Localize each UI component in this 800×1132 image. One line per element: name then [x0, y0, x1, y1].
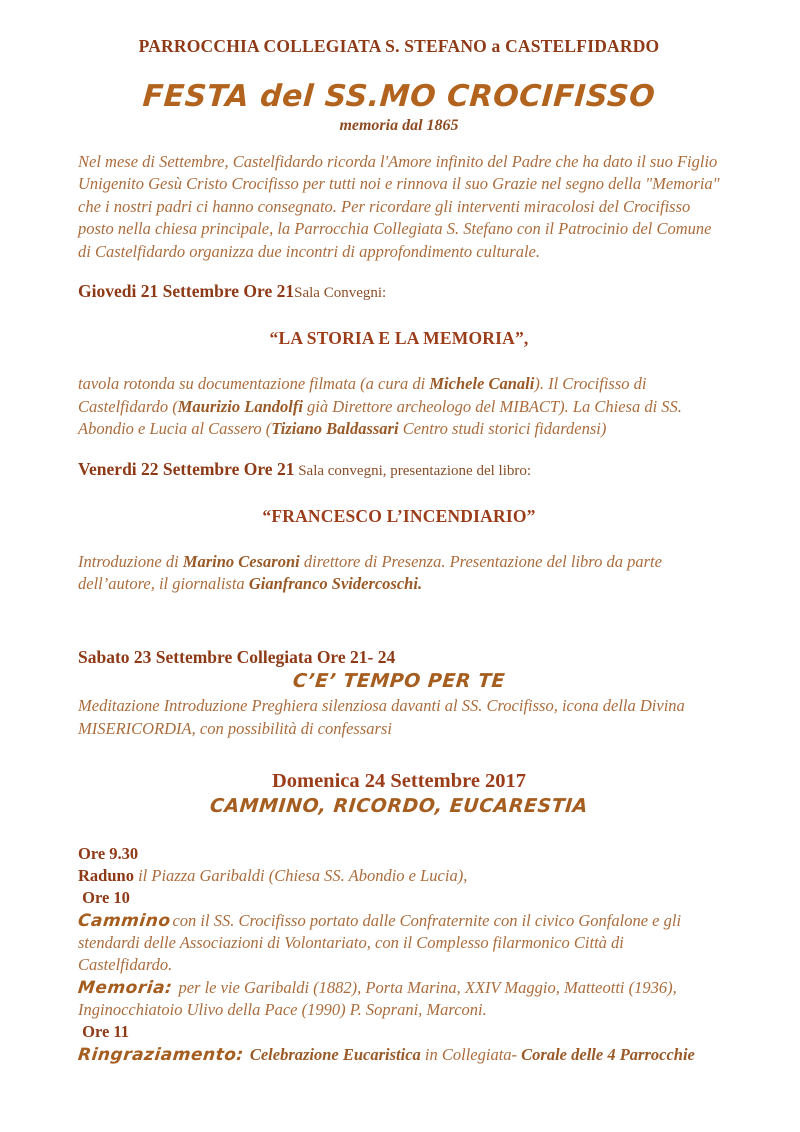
event1-title: “LA STORIA E LA MEMORIA”, [269, 328, 529, 349]
text-run: in Collegiata- [420, 1044, 522, 1064]
event3-script-title: C’E’ TEMPO PER TE [291, 670, 507, 693]
schedule-line-ore11 [78, 1021, 720, 1043]
event2-venue: Sala convegni, presentazione del libro: [294, 462, 532, 479]
event2-heading [78, 459, 720, 480]
text-run: tavola rotonda su documentazione filmata (a cura di [78, 374, 430, 394]
event2-date: Venerdi 22 Settembre Ore 21 [78, 458, 295, 479]
text-run: Gianfranco Svidercoschi. [248, 573, 423, 593]
text-run: Cammino [76, 910, 172, 931]
schedule-line-ore930 [78, 843, 720, 865]
event1-heading [78, 281, 720, 302]
intro-paragraph: Nel mese di Settembre, Castelfidardo ricorda l'Amore infinito del Padre che ha dato il suo Figlio Unigenito Gesù Cristo Crocifisso per tutti noi e rinnova il suo Grazie nel segno della "Memoria" che i nostri padri ci hanno consegnato. Per ricordare gli interventi miracolosi del Crocifisso posto nella chiesa principale, la Parrocchia Collegiata S. Stefano con il Patrocinio del Comune di Castelfidardo organizza due incontri di approfondimento culturale. [78, 152, 720, 261]
text-run: Ore 9.30 [78, 844, 139, 864]
memoria-subtitle: memoria dal 1865 [339, 117, 459, 134]
text-run: Ore 11 [78, 1022, 130, 1042]
text-run: per le vie Garibaldi (1882), Porta Marina, XXIV Maggio, Matteotti (1936), Inginocchiatoio Ulivo della Pace (1990) P. Soprani, Marconi. [78, 977, 677, 1020]
text-run: Celebrazione Eucaristica [249, 1044, 421, 1064]
sunday-heading: Domenica 24 Settembre 2017 [271, 770, 527, 793]
text-run: ). Il Crocifisso di Castelfidardo ( [78, 374, 647, 416]
festa-title: FESTA del SS.MO CROCIFISSO [141, 79, 657, 114]
text-run: Raduno [78, 866, 134, 886]
text-run: Michele Canali [429, 374, 535, 394]
sunday-schedule [78, 843, 720, 1066]
schedule-line-raduno [78, 865, 720, 887]
text-run: Meditazione Introduzione Preghiera silenziosa davanti al SS. Crocifisso, icona della Divina MISERICORDIA, con possibilità di confessarsi [78, 696, 685, 738]
schedule-line-memoria [78, 977, 720, 1022]
event2-description [78, 551, 720, 596]
text-run: Ore 10 [78, 888, 130, 908]
text-run: Ringraziamento: [76, 1044, 245, 1065]
event3-heading [78, 647, 720, 668]
sunday-script-title: CAMMINO, RICORDO, EUCARESTIA [209, 795, 589, 818]
event1-venue: Sala Convegni: [294, 285, 387, 302]
schedule-line-cammino [78, 910, 720, 977]
text-run: Maurizio Landolfi [177, 396, 303, 416]
event1-description [78, 373, 720, 440]
text-run: direttore di Presenza. Presentazione del libro da parte dell’autore, il giornalista [78, 551, 662, 593]
text-run: il Piazza Garibaldi (Chiesa SS. Abondio e Lucia), [133, 866, 468, 886]
text-run: già Direttore archeologo del MIBACT). La Chiesa di SS. Abondio e Lucia al Cassero ( [78, 396, 682, 439]
event1-date: Giovedi 21 Settembre Ore 21 [78, 281, 295, 302]
text-run: Centro studi storici fidardensi) [398, 419, 607, 439]
schedule-line-ore10 [78, 887, 720, 909]
event3-date: Sabato 23 Settembre Collegiata Ore 21- 24 [78, 647, 396, 668]
text-run: Introduzione di [78, 551, 183, 571]
event3-description [78, 695, 720, 740]
event2-title: “FRANCESCO L’INCENDIARIO” [262, 505, 536, 526]
text-run: Tiziano Baldassari [271, 419, 399, 439]
text-run: Corale delle 4 Parrocchie [521, 1044, 695, 1064]
text-run: con il SS. Crocifisso portato dalle Confraternite con il civico Gonfalone e gli stendardi delle Associazioni di Volontariato, con il Complesso filarmonico Città di Castelfidardo. [78, 910, 682, 975]
text-run: Marino Cesaroni [182, 551, 300, 571]
text-run: Memoria: [76, 977, 174, 998]
schedule-line-ringraziamento [78, 1044, 720, 1067]
parish-header: PARROCCHIA COLLEGIATA S. STEFANO a CASTELFIDARDO [138, 36, 660, 56]
